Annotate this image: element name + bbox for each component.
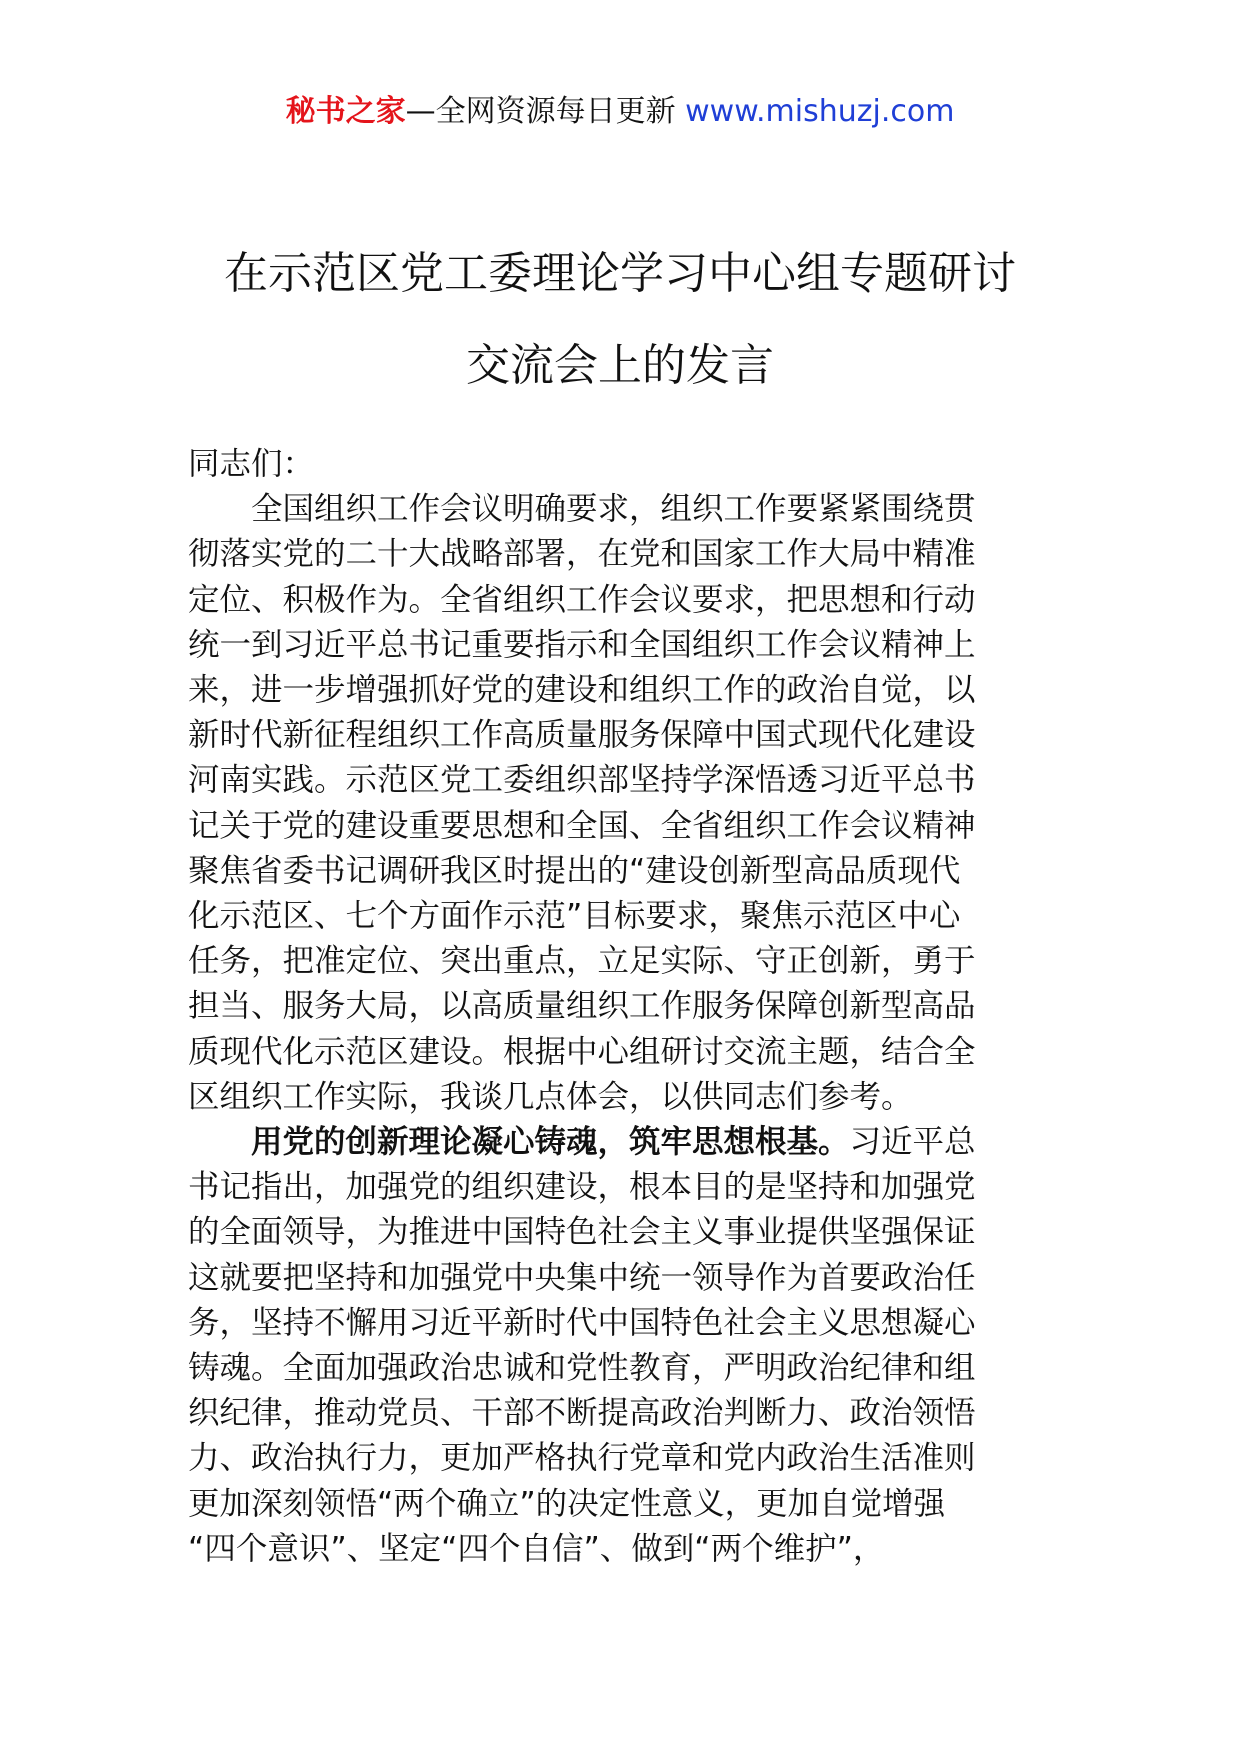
- paragraph-line: 这就要把坚持和加强党中央集中统一领导作为首要政治任: [188, 1259, 976, 1296]
- paragraph-line: 记关于党的建设重要思想和全国、全省组织工作会议精神: [188, 807, 976, 844]
- paragraph-line: 来，进一步增强抓好党的建设和组织工作的政治自觉，以: [188, 672, 976, 709]
- paragraph-line: 铸魂。全面加强政治忠诚和党性教育，严明政治纪律和组: [188, 1350, 976, 1387]
- site-header: [0, 92, 1240, 132]
- paragraph-line: 定位、积极作为。全省组织工作会议要求，把思想和行动: [188, 581, 976, 618]
- site-url-link[interactable]: www.mishuzj.com: [685, 94, 955, 129]
- paragraph-lead-heading: 用党的创新理论凝心铸魂，筑牢思想根基。: [251, 1124, 850, 1161]
- document-body: [188, 442, 1050, 1572]
- paragraph-theory: [188, 1120, 1050, 1572]
- paragraph-line: 质现代化示范区建设。根据中心组研讨交流主题，结合全: [188, 1033, 976, 1070]
- title-line: 交流会上的发言: [466, 340, 774, 391]
- paragraph-line: 担当、服务大局，以高质量组织工作服务保障创新型高品: [188, 988, 976, 1025]
- paragraph-line: 任务，把准定位、突出重点，立足实际、守正创新，勇于: [188, 943, 976, 980]
- brand-name: 秘书之家: [285, 94, 406, 129]
- paragraph-line: “四个意识”、坚定“四个自信”、做到“两个维护”，: [188, 1530, 885, 1567]
- paragraph-line: 更加深刻领悟“两个确立”的决定性意义，更加自觉增强: [188, 1485, 946, 1522]
- paragraph-line: 彻落实党的二十大战略部署，在党和国家工作大局中精准: [188, 536, 976, 573]
- paragraph-first-rest: 习近平总: [849, 1124, 976, 1161]
- paragraph-line: 力、政治执行力，更加严格执行党章和党内政治生活准则: [188, 1440, 976, 1477]
- paragraph-first-line: [188, 1120, 1050, 1165]
- paragraph-line: 书记指出，加强党的组织建设，根本目的是坚持和加强党: [188, 1169, 976, 1206]
- paragraph-line: 全国组织工作会议明确要求，组织工作要紧紧围绕贯: [251, 491, 976, 528]
- paragraph-line: 统一到习近平总书记重要指示和全国组织工作会议精神上: [188, 626, 976, 663]
- title-line: 在示范区党工委理论学习中心组专题研讨: [224, 248, 1016, 299]
- paragraph-line: 区组织工作实际，我谈几点体会，以供同志们参考。: [188, 1078, 913, 1115]
- greeting: 同志们：: [188, 446, 315, 482]
- paragraph-line: 河南实践。示范区党工委组织部坚持学深悟透习近平总书: [188, 762, 976, 799]
- paragraph-line: 化示范区、七个方面作示范”目标要求，聚焦示范区中心: [188, 898, 961, 935]
- paragraph-intro: [188, 487, 1050, 1120]
- paragraph-line: 务，坚持不懈用习近平新时代中国特色社会主义思想凝心: [188, 1304, 976, 1341]
- paragraph-line: 新时代新征程组织工作高质量服务保障中国式现代化建设: [188, 717, 976, 754]
- paragraph-line: 织纪律，推动党员、干部不断提高政治判断力、政治领悟: [188, 1395, 976, 1432]
- paragraph-line: 的全面领导，为推进中国特色社会主义事业提供坚强保证: [188, 1214, 976, 1251]
- header-tagline: —全网资源每日更新: [405, 94, 676, 129]
- document-title: [0, 228, 1240, 412]
- paragraph-line: 聚焦省委书记调研我区时提出的“建设创新型高品质现代: [188, 852, 961, 889]
